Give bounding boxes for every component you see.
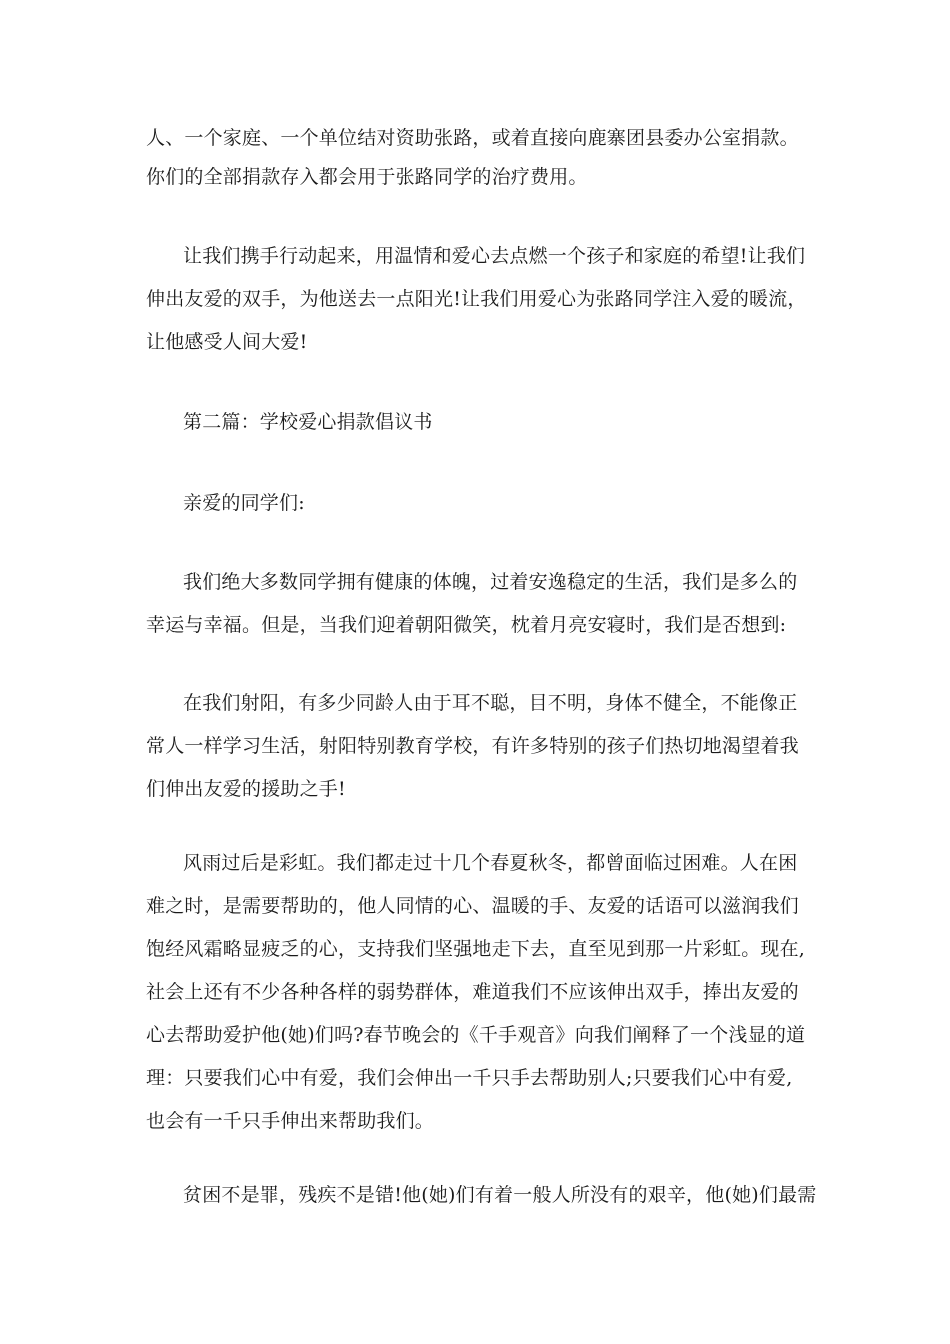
heading-text: 第二篇：学校爱心捐款倡议书 [183, 411, 433, 433]
text-line: 让我们携手行动起来，用温情和爱心去点燃一个孩子和家庭的希望!让我们 [183, 245, 806, 267]
text-line: 风雨过后是彩虹。我们都走过十几个春夏秋冬，都曾面临过困难。人在困 [183, 852, 798, 874]
text-line: 理：只要我们心中有爱，我们会伸出一千只手去帮助别人;只要我们心中有爱, [146, 1067, 793, 1089]
text-line: 人、一个家庭、一个单位结对资助张路，或着直接向鹿寨团县委办公室捐款。 [146, 127, 799, 149]
text-line: 社会上还有不少各种各样的弱势群体，难道我们不应该伸出双手，捧出友爱的 [146, 981, 799, 1003]
text-line: 饱经风霜略显疲乏的心，支持我们坚强地走下去，直至见到那一片彩虹。现在, [146, 938, 806, 960]
text-line: 伸出友爱的双手，为他送去一点阳光!让我们用爱心为张路同学注入爱的暖流， [146, 288, 807, 310]
text-line: 幸运与幸福。但是，当我们迎着朝阳微笑，枕着月亮安寝时，我们是否想到: [146, 614, 787, 636]
text-line: 在我们射阳，有多少同龄人由于耳不聪，目不明，身体不健全，不能像正 [183, 692, 798, 714]
text-line: 贫困不是罪，残疾不是错!他(她)们有着一般人所没有的艰辛，他(她)们最需 [183, 1184, 817, 1206]
text-line: 让他感受人间大爱! [146, 331, 308, 353]
text-line: 常人一样学习生活，射阳特别教育学校，有许多特别的孩子们热切地渴望着我 [146, 735, 799, 757]
text-line: 心去帮助爱护他(她)们吗?春节晚会的《千手观音》向我们阐释了一个浅显的道 [146, 1024, 806, 1046]
salutation-text: 亲爱的同学们: [183, 492, 305, 514]
text-line: 也会有一千只手伸出来帮助我们。 [146, 1110, 435, 1132]
text-line: 难之时，是需要帮助的，他人同情的心、温暖的手、友爱的话语可以滋润我们 [146, 895, 799, 917]
text-line: 我们绝大多数同学拥有健康的体魄，过着安逸稳定的生活，我们是多么的 [183, 571, 798, 593]
text-line: 你们的全部捐款存入都会用于张路同学的治疗费用。 [146, 166, 588, 188]
text-line: 们伸出友爱的援助之手! [146, 778, 346, 800]
